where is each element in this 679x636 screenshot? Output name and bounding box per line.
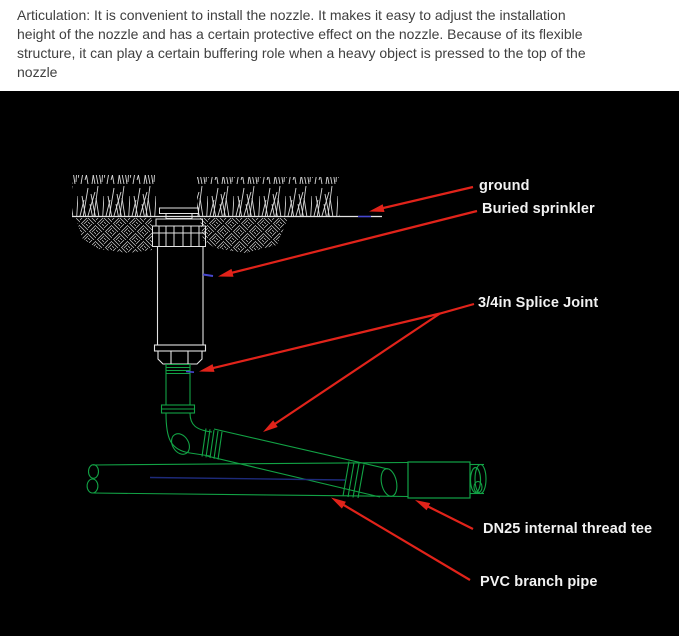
- cad-diagram: [0, 91, 679, 636]
- soil-hatch-right: [200, 218, 288, 253]
- grass-right: [197, 177, 340, 217]
- diagram-panel: [0, 91, 679, 636]
- arrow-splice-joint-lower: [263, 314, 440, 433]
- grass-left: [72, 175, 156, 217]
- sprinkler-body: [155, 247, 206, 365]
- caption-line: nozzle: [17, 64, 58, 80]
- label-ground: ground: [479, 178, 530, 194]
- arrow-dn25-tee: [415, 500, 473, 529]
- pipe-centerline: [150, 478, 345, 481]
- caption-line: structure, it can play a certain buffering role when a heavy object is pressed to the top of the: [17, 45, 586, 61]
- grip-dash-splice: [186, 372, 194, 373]
- caption-line: Articulation: It is convenient to install the nozzle. It makes it easy to adjust the installation: [17, 7, 566, 23]
- label-dn25-tee: DN25 internal thread tee: [483, 521, 653, 537]
- label-pvc-branch-pipe: PVC branch pipe: [480, 574, 598, 590]
- arrow-splice-joint-upper: [199, 304, 474, 372]
- arrow-ground: [369, 187, 473, 212]
- label-buried-sprinkler: Buried sprinkler: [482, 201, 595, 217]
- label-splice-joint: 3/4in Splice Joint: [478, 295, 599, 311]
- caption-line: height of the nozzle and has a certain protective effect on the nozzle. Because of its flexible: [17, 26, 583, 42]
- sprinkler-head: [153, 208, 206, 247]
- tee-fitting: [408, 462, 481, 498]
- soil-hatch-left: [76, 218, 152, 253]
- arrow-pvc-branch-pipe: [331, 498, 470, 581]
- caption-text: [17, 6, 671, 82]
- grip-dash-sprinkler: [203, 275, 213, 277]
